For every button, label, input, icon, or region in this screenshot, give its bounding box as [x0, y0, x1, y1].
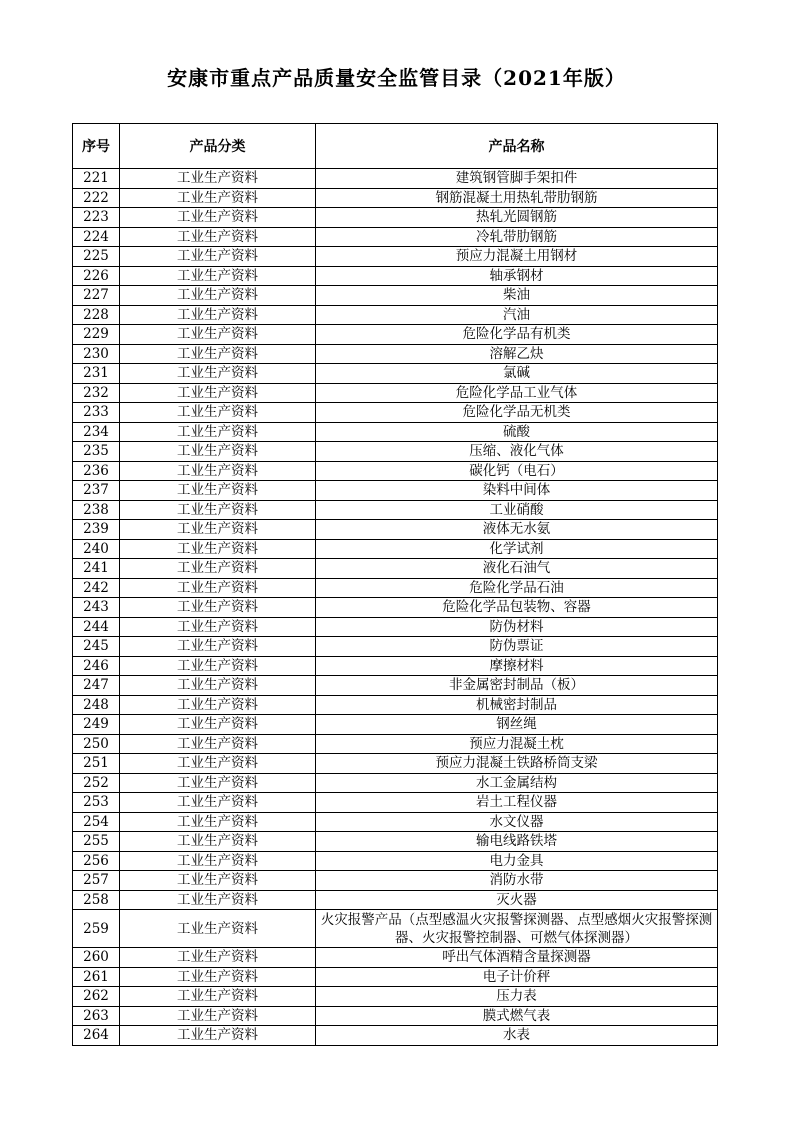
product-category-cell: 工业生产资料: [120, 559, 316, 579]
table-row: [73, 812, 718, 832]
product-name-cell: 钢筋混凝土用热轧带肋钢筋: [316, 188, 718, 208]
table-row: [73, 695, 718, 715]
product-name-cell: 消防水带: [316, 871, 718, 891]
product-name-cell: 防伪材料: [316, 617, 718, 637]
serial-number-cell: 250: [73, 734, 120, 754]
serial-number-cell: 251: [73, 754, 120, 774]
product-name-cell: 防伪票证: [316, 637, 718, 657]
product-category-cell: 工业生产资料: [120, 637, 316, 657]
serial-number-cell: 253: [73, 793, 120, 813]
table-row: [73, 987, 718, 1007]
product-category-cell: 工业生产资料: [120, 286, 316, 306]
table-body: [73, 169, 718, 1046]
product-name-cell: 摩擦材料: [316, 656, 718, 676]
serial-number-cell: 236: [73, 461, 120, 481]
product-category-cell: 工业生产资料: [120, 500, 316, 520]
product-category-cell: 工业生产资料: [120, 247, 316, 267]
serial-number-cell: 248: [73, 695, 120, 715]
table-row: [73, 325, 718, 345]
table-row: [73, 422, 718, 442]
product-category-cell: 工业生产资料: [120, 987, 316, 1007]
serial-number-cell: 239: [73, 520, 120, 540]
serial-number-cell: 246: [73, 656, 120, 676]
serial-number-cell: 259: [73, 910, 120, 948]
product-name-cell: 机械密封制品: [316, 695, 718, 715]
table-row: [73, 208, 718, 228]
product-name-cell: 水文仪器: [316, 812, 718, 832]
product-name-cell: 危险化学品无机类: [316, 403, 718, 423]
product-category-cell: 工业生产资料: [120, 832, 316, 852]
product-category-cell: 工业生产资料: [120, 598, 316, 618]
table-row: [73, 266, 718, 286]
product-category-cell: 工业生产资料: [120, 754, 316, 774]
table-row: [73, 910, 718, 948]
serial-number-cell: 242: [73, 578, 120, 598]
serial-number-cell: 228: [73, 305, 120, 325]
serial-number-cell: 231: [73, 364, 120, 384]
table-row: [73, 793, 718, 813]
table-row: [73, 520, 718, 540]
product-category-cell: 工业生产资料: [120, 617, 316, 637]
serial-number-cell: 226: [73, 266, 120, 286]
table-row: [73, 598, 718, 618]
table-row: [73, 442, 718, 462]
product-name-cell: 硫酸: [316, 422, 718, 442]
product-name-cell: 压缩、液化气体: [316, 442, 718, 462]
table-row: [73, 344, 718, 364]
serial-number-cell: 233: [73, 403, 120, 423]
product-name-cell: 热轧光圆钢筋: [316, 208, 718, 228]
product-category-cell: 工业生产资料: [120, 188, 316, 208]
product-category-cell: 工业生产资料: [120, 1026, 316, 1046]
table-row: [73, 637, 718, 657]
catalog-table: [72, 123, 718, 1046]
product-category-cell: 工业生产资料: [120, 383, 316, 403]
product-name-cell: 柴油: [316, 286, 718, 306]
product-name-cell: 预应力混凝土枕: [316, 734, 718, 754]
product-name-cell: 水表: [316, 1026, 718, 1046]
serial-number-cell: 254: [73, 812, 120, 832]
header-product-category: 产品分类: [120, 124, 316, 169]
serial-number-cell: 240: [73, 539, 120, 559]
product-category-cell: 工业生产资料: [120, 948, 316, 968]
table-row: [73, 656, 718, 676]
product-category-cell: 工业生产资料: [120, 403, 316, 423]
serial-number-cell: 252: [73, 773, 120, 793]
table-row: [73, 539, 718, 559]
product-category-cell: 工业生产资料: [120, 812, 316, 832]
table-row: [73, 967, 718, 987]
serial-number-cell: 222: [73, 188, 120, 208]
header-serial-number: 序号: [73, 124, 120, 169]
product-name-cell: 岩土工程仪器: [316, 793, 718, 813]
product-category-cell: 工业生产资料: [120, 520, 316, 540]
table-header-row: [73, 124, 718, 169]
serial-number-cell: 244: [73, 617, 120, 637]
serial-number-cell: 245: [73, 637, 120, 657]
table-row: [73, 188, 718, 208]
table-row: [73, 286, 718, 306]
serial-number-cell: 227: [73, 286, 120, 306]
product-category-cell: 工业生产资料: [120, 325, 316, 345]
table-row: [73, 871, 718, 891]
table-row: [73, 715, 718, 735]
product-name-cell: 膜式燃气表: [316, 1006, 718, 1026]
table-row: [73, 403, 718, 423]
product-name-cell: 危险化学品工业气体: [316, 383, 718, 403]
table-row: [73, 383, 718, 403]
product-name-cell: 压力表: [316, 987, 718, 1007]
product-category-cell: 工业生产资料: [120, 967, 316, 987]
serial-number-cell: 243: [73, 598, 120, 618]
table-row: [73, 247, 718, 267]
product-category-cell: 工业生产资料: [120, 871, 316, 891]
table-row: [73, 617, 718, 637]
product-name-cell: 危险化学品石油: [316, 578, 718, 598]
product-name-cell: 轴承钢材: [316, 266, 718, 286]
serial-number-cell: 257: [73, 871, 120, 891]
product-category-cell: 工业生产资料: [120, 910, 316, 948]
product-name-cell: 液体无水氨: [316, 520, 718, 540]
serial-number-cell: 247: [73, 676, 120, 696]
product-name-cell: 输电线路铁塔: [316, 832, 718, 852]
product-name-cell: 氯碱: [316, 364, 718, 384]
table-row: [73, 461, 718, 481]
product-category-cell: 工业生产资料: [120, 890, 316, 910]
header-product-name: 产品名称: [316, 124, 718, 169]
table-row: [73, 948, 718, 968]
serial-number-cell: 264: [73, 1026, 120, 1046]
product-name-cell: 火灾报警产品（点型感温火灾报警探测器、点型感烟火灾报警探测器、火灾报警控制器、可燃气体探测器）: [316, 910, 718, 948]
product-category-cell: 工业生产资料: [120, 227, 316, 247]
serial-number-cell: 223: [73, 208, 120, 228]
serial-number-cell: 258: [73, 890, 120, 910]
serial-number-cell: 249: [73, 715, 120, 735]
serial-number-cell: 230: [73, 344, 120, 364]
product-name-cell: 染料中间体: [316, 481, 718, 501]
serial-number-cell: 234: [73, 422, 120, 442]
table-row: [73, 734, 718, 754]
table-row: [73, 754, 718, 774]
product-category-cell: 工业生产资料: [120, 344, 316, 364]
product-name-cell: 预应力混凝土铁路桥筒支梁: [316, 754, 718, 774]
table-row: [73, 305, 718, 325]
table-row: [73, 364, 718, 384]
serial-number-cell: 262: [73, 987, 120, 1007]
product-category-cell: 工业生产资料: [120, 656, 316, 676]
product-name-cell: 预应力混凝土用钢材: [316, 247, 718, 267]
product-category-cell: 工业生产资料: [120, 442, 316, 462]
serial-number-cell: 229: [73, 325, 120, 345]
table-row: [73, 832, 718, 852]
product-name-cell: 呼出气体酒精含量探测器: [316, 948, 718, 968]
table-row: [73, 227, 718, 247]
product-name-cell: 危险化学品有机类: [316, 325, 718, 345]
serial-number-cell: 235: [73, 442, 120, 462]
product-category-cell: 工业生产资料: [120, 695, 316, 715]
table-row: [73, 1026, 718, 1046]
product-name-cell: 电力金具: [316, 851, 718, 871]
table-row: [73, 1006, 718, 1026]
product-name-cell: 非金属密封制品（板）: [316, 676, 718, 696]
serial-number-cell: 225: [73, 247, 120, 267]
table-row: [73, 890, 718, 910]
table-row: [73, 676, 718, 696]
product-name-cell: 冷轧带肋钢筋: [316, 227, 718, 247]
product-name-cell: 碳化钙（电石）: [316, 461, 718, 481]
product-category-cell: 工业生产资料: [120, 773, 316, 793]
table-row: [73, 851, 718, 871]
serial-number-cell: 255: [73, 832, 120, 852]
serial-number-cell: 221: [73, 169, 120, 189]
product-name-cell: 工业硝酸: [316, 500, 718, 520]
serial-number-cell: 232: [73, 383, 120, 403]
product-category-cell: 工业生产资料: [120, 851, 316, 871]
product-name-cell: 电子计价秤: [316, 967, 718, 987]
serial-number-cell: 224: [73, 227, 120, 247]
product-category-cell: 工业生产资料: [120, 676, 316, 696]
serial-number-cell: 241: [73, 559, 120, 579]
product-name-cell: 钢丝绳: [316, 715, 718, 735]
product-name-cell: 溶解乙炔: [316, 344, 718, 364]
product-category-cell: 工业生产资料: [120, 305, 316, 325]
serial-number-cell: 261: [73, 967, 120, 987]
serial-number-cell: 238: [73, 500, 120, 520]
table-row: [73, 773, 718, 793]
page-title: 安康市重点产品质量安全监管目录（2021年版）: [167, 66, 626, 90]
product-category-cell: 工业生产资料: [120, 1006, 316, 1026]
product-name-cell: 液化石油气: [316, 559, 718, 579]
product-name-cell: 灭火器: [316, 890, 718, 910]
product-category-cell: 工业生产资料: [120, 422, 316, 442]
product-name-cell: 化学试剂: [316, 539, 718, 559]
product-name-cell: 水工金属结构: [316, 773, 718, 793]
table-row: [73, 500, 718, 520]
product-category-cell: 工业生产资料: [120, 461, 316, 481]
table-row: [73, 481, 718, 501]
table-row: [73, 559, 718, 579]
product-name-cell: 建筑钢管脚手架扣件: [316, 169, 718, 189]
table-row: [73, 578, 718, 598]
product-category-cell: 工业生产资料: [120, 539, 316, 559]
product-category-cell: 工业生产资料: [120, 715, 316, 735]
product-name-cell: 汽油: [316, 305, 718, 325]
table-row: [73, 169, 718, 189]
serial-number-cell: 237: [73, 481, 120, 501]
product-category-cell: 工业生产资料: [120, 578, 316, 598]
product-category-cell: 工业生产资料: [120, 266, 316, 286]
product-name-cell: 危险化学品包装物、容器: [316, 598, 718, 618]
serial-number-cell: 263: [73, 1006, 120, 1026]
product-category-cell: 工业生产资料: [120, 169, 316, 189]
product-category-cell: 工业生产资料: [120, 208, 316, 228]
product-category-cell: 工业生产资料: [120, 734, 316, 754]
product-category-cell: 工业生产资料: [120, 481, 316, 501]
serial-number-cell: 256: [73, 851, 120, 871]
product-category-cell: 工业生产资料: [120, 364, 316, 384]
serial-number-cell: 260: [73, 948, 120, 968]
product-category-cell: 工业生产资料: [120, 793, 316, 813]
